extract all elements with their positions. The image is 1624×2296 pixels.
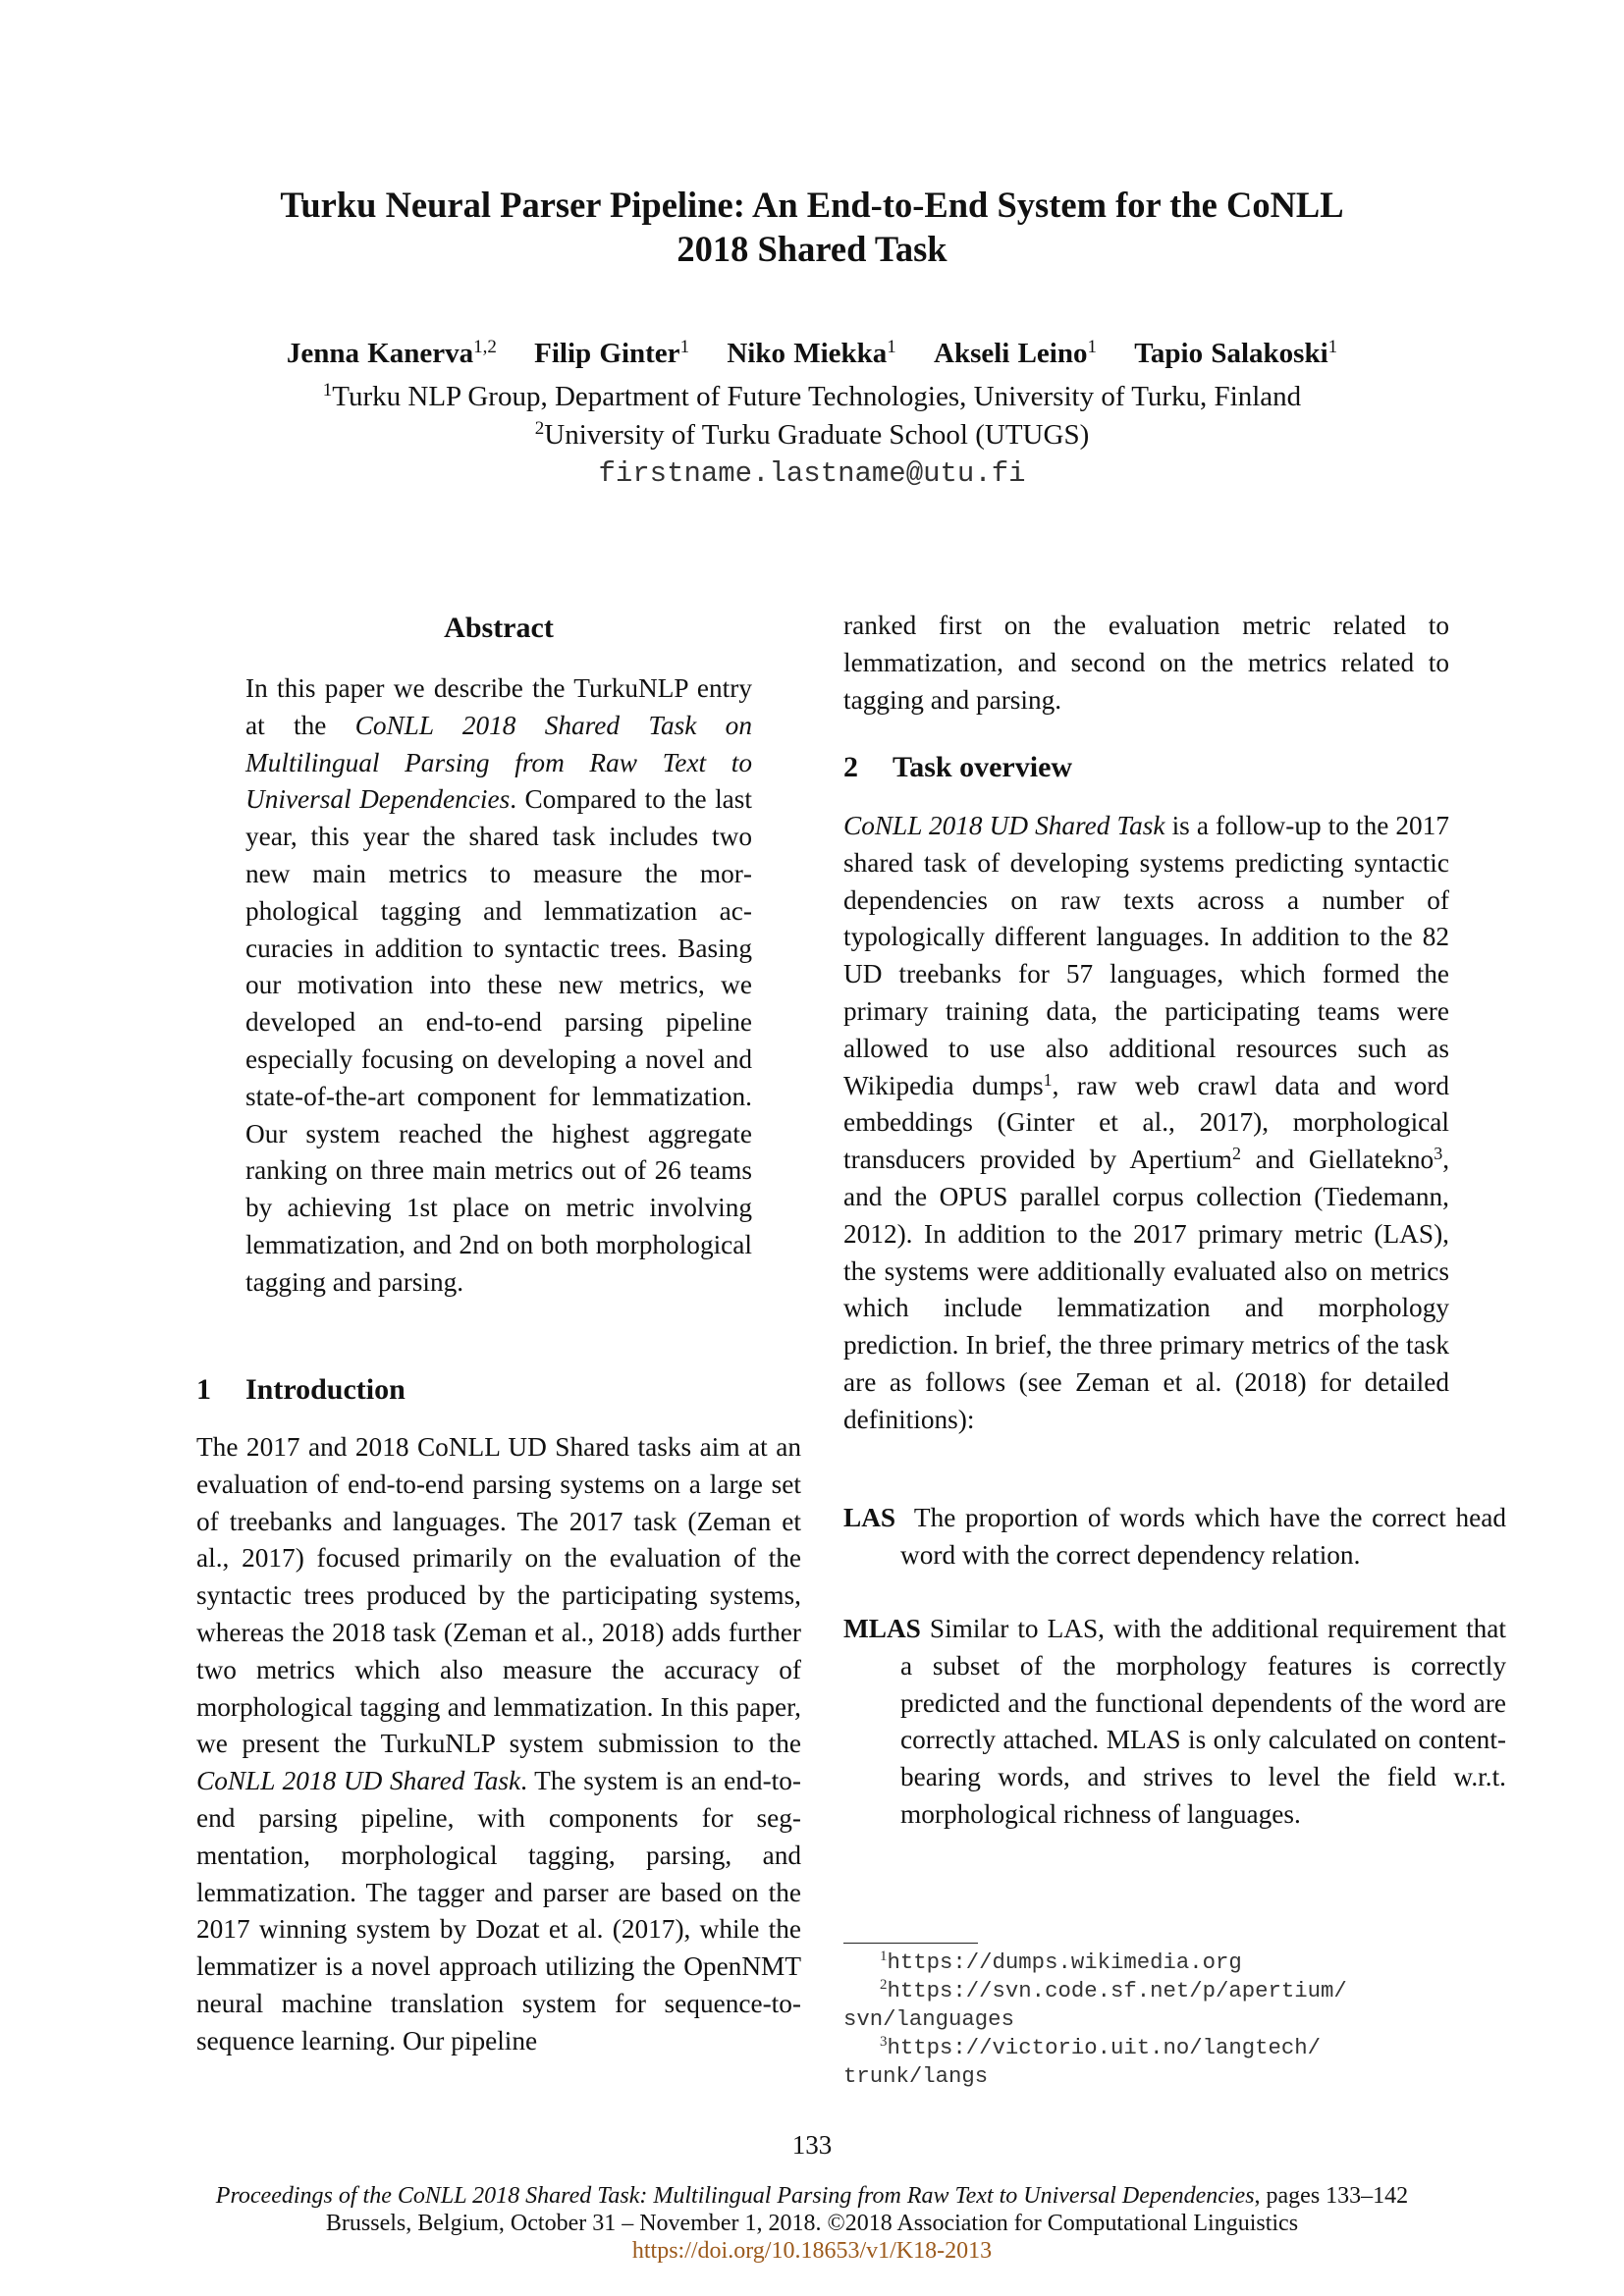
affiliation-mark: 1,2 [473,337,497,357]
definition-term: LAS [843,1503,896,1532]
author: Jenna Kanerva$^{1,2}$ [286,337,497,369]
title-line-1: Turku Neural Parser Pipeline: An End-to-End System for the CoNLL [280,185,1344,225]
title-line-2: 2018 Shared Task [677,229,947,269]
footnote-divider [843,1943,978,1944]
footnote-3[interactable]: $^3$https://victorio.uit.no/langtech/ trunk/langs [843,2034,1322,2089]
footnote-ref[interactable]: 2 [1231,1144,1241,1164]
author-list [0,336,1624,371]
affiliation-mark: 1 [1087,337,1097,357]
definition-las [843,1500,1506,1575]
definition-text: The proportion of words which have the correct head word with the correct dependency relation. [900,1503,1506,1570]
abstract-body: In this paper we describe the TurkuNLP entry at the CoNLL 2018 Shared Task on Multilingual Parsing from Raw Text to Universal Dependencies. Compared to the last year, this year the shared task includes two new main metrics to measure the morphological tagging and lemmatization accuracies in addition to syntactic trees. Basing our motivation into these new metrics, we developed an end-to-end parsing pipeline especially focusing on developing a novel and state-of-the-art component for lemmatization. Our system reached the highest aggregate ranking on three main metrics out of 26 teams by achieving 1st place on metric involving lemmatization, and 2nd on both morphological tagging and parsing. [245,673,752,1297]
footnote-ref[interactable]: 1 [1043,1069,1053,1090]
author: Tapio Salakoski$^1$ [1134,337,1338,369]
task-name: CoNLL 2018 Shared Task on Multilingual Parsing from Raw Text to Universal Dependencies [245,710,752,815]
venue-copyright: Brussels, Belgium, October 31 – November 1, 2018. ©2018 Association for Computational Linguistics [325,2211,1299,2236]
doi-link-line [0,2237,1624,2265]
footnote-2[interactable]: $^2$https://svn.code.sf.net/p/apertium/ svn/languages [843,1977,1347,2032]
author: Akseli Leino$^1$ [934,337,1097,369]
author: Niko Miekka$^1$ [727,337,896,369]
footnote-ref[interactable]: 3 [1434,1144,1443,1164]
footnote-1[interactable]: $^1$https://dumps.wikimedia.org [880,1949,1242,1975]
abstract-heading: Abstract [444,612,554,644]
proceedings-citation: Proceedings of the CoNLL 2018 Shared Task: Multilingual Parsing from Raw Text to Universal Dependencies, pages 133–142 [215,2183,1409,2209]
affiliation-mark: 1 [887,337,896,357]
definition-mlas [843,1611,1506,1834]
footnotes [843,1949,1449,2091]
author: Filip Ginter$^1$ [534,337,690,369]
page-number: 133 [791,2130,833,2160]
paper-title [0,183,1624,271]
doi-link[interactable]: https://doi.org/10.18653/v1/K18-2013 [631,2238,993,2264]
introduction-continuation: ranked first on the evaluation metric related to lemmatization, and second on the metrics related to tagging and parsing. [843,611,1449,715]
introduction-body: The 2017 and 2018 CoNLL UD Shared tasks aim at an evaluation of end-to-end parsing systems on a large set of treebanks and languages. The 2017 task (Zeman et al., 2017) focused primarily on the evaluation of the syntactic trees produced by the participating systems, whereas the 2018 task (Zeman et al., 2018) adds further two metrics which also measure the accuracy of morphological tagging and lemmatization. In this paper, we present the TurkuNLP system submission to the CoNLL 2018 UD Shared Task. The system is an end-to-end parsing pipeline, with components for segmentation, morphological tagging, parsing, and lemmatization. The tagger and parser are based on the 2017 winning system by Dozat et al. (2017), while the lemmatizer is a novel approach utilizing the OpenNMT neural machine translation system for sequence-to-sequence learning. Our pipeline [196,1432,801,2056]
author-email: firstname.lastname@utu.fi [598,457,1026,490]
affiliation-1: $^1$Turku NLP Group, Department of Future Technologies, University of Turku, Finland [322,380,1302,412]
definition-text: Similar to LAS, with the additional requirement that a subset of the morphology features is correctly predicted and the functional dependents of the word are correctly attached. MLAS is only calculated on content-bearing words, and strives to level the field w.r.t. morphological richness of languages. [900,1614,1507,1829]
affiliation-2: $^2$University of Turku Graduate School (UTUGS) [534,418,1090,451]
affiliation-mark: 1 [1327,337,1338,357]
section-heading-task-overview: 2 Task overview [843,751,1073,783]
affiliation-mark: 1 [679,337,690,357]
definition-term: MLAS [843,1614,921,1643]
section-heading-introduction: 1 Introduction [196,1373,406,1406]
task-overview-body: CoNLL 2018 UD Shared Task is a follow-up to the 2017 shared task of developing systems predicting syntactic dependencies on raw texts across a number of typologically different languages. In addition to the 82 UD treebanks for 57 languages, which formed the primary training data, the participating teams were allowed to use also additional resources such as Wikipedia dumps$^1$, raw web crawl data and word embeddings (Ginter et al., 2017), morphological transducers provided by Apertium$^2$ and Giellatekno$^3$, and the OPUS parallel corpus collection (Tiedemann, 2012). In addition to the 2017 primary metric (LAS), the systems were additionally evaluated also on metrics which include lemmatization and morphology prediction. In brief, the three primary metrics of the task are as follows (see Zeman et al. (2018) for detailed definitions): [843,811,1450,1434]
